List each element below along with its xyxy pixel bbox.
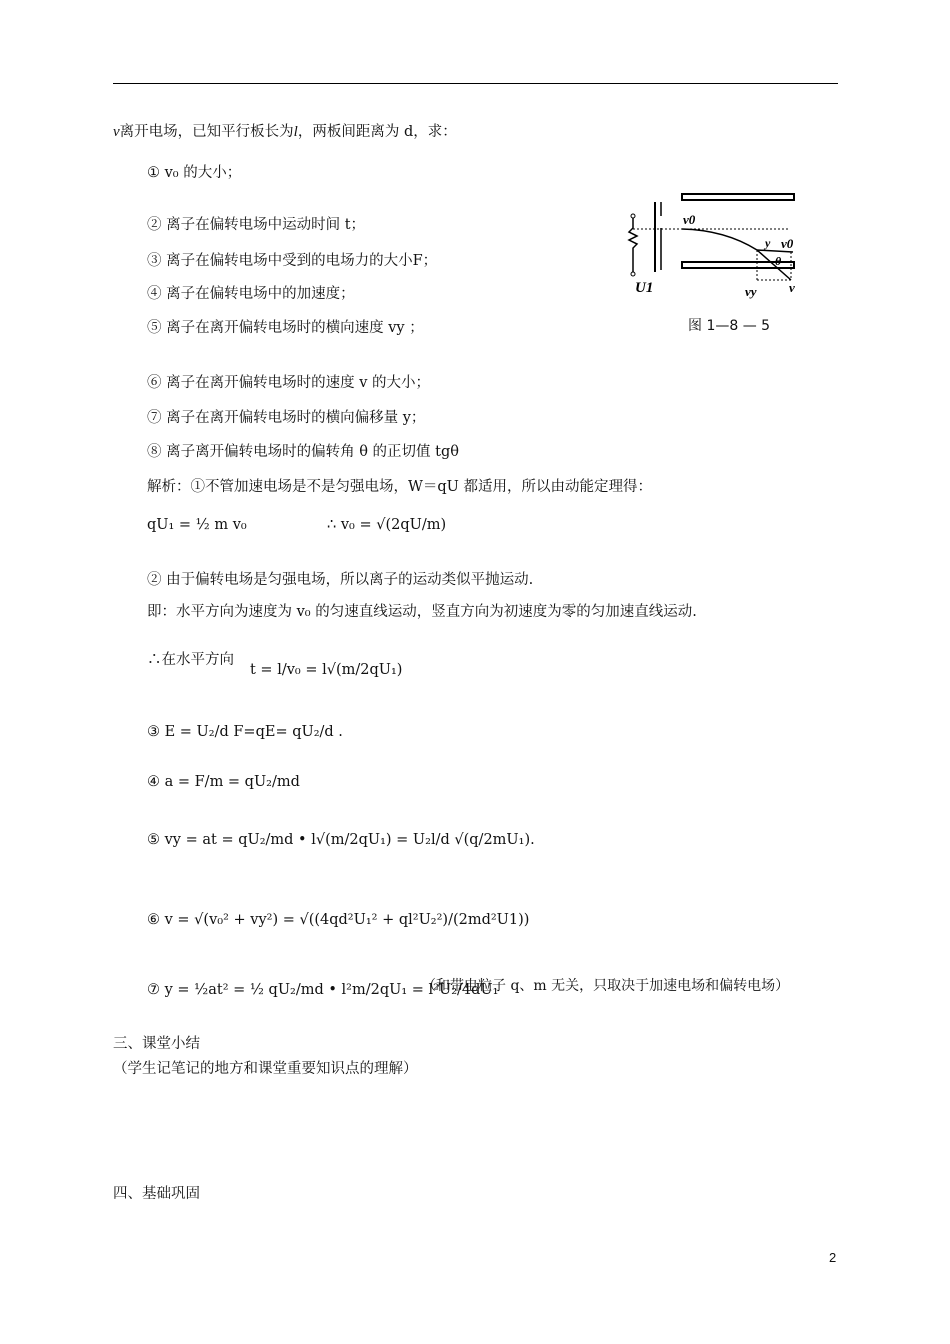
section-3-note: （学生记笔记的地方和课堂重要知识点的理解） — [113, 1061, 418, 1077]
page-number: 2 — [829, 1250, 837, 1265]
question-7: ⑦ 离子在离开偏转电场时的横向偏移量 y； — [147, 410, 426, 426]
figure-caption: 图 1—8 — 5 — [688, 318, 771, 334]
question-1: ① v₀ 的大小； — [147, 165, 242, 181]
horizontal-label: ∴在水平方向 — [147, 652, 234, 668]
solution-step-2: ② 由于偏转电场是匀强电场，所以离子的运动类似平抛运动. — [147, 572, 534, 588]
svg-text:v: v — [789, 280, 795, 295]
section-3-title: 三、课堂小结 — [113, 1036, 200, 1052]
question-2: ② 离子在偏转电场中运动时间 t； — [147, 217, 366, 233]
svg-text:v0: v0 — [683, 212, 696, 227]
equation-1-right: ∴ v₀ = √(2qU/m) — [327, 517, 447, 533]
svg-text:θ: θ — [775, 254, 782, 268]
solution-intro: 解析：①不管加速电场是不是匀强电场，W＝qU 都适用，所以由动能定理得： — [147, 479, 653, 495]
deflection-diagram — [625, 192, 805, 304]
header-rule — [113, 83, 838, 84]
svg-text:v0: v0 — [781, 236, 794, 251]
equation-1-left: qU₁ = ½ m v₀ — [147, 517, 247, 533]
question-3: ③ 离子在偏转电场中受到的电场力的大小F； — [147, 253, 438, 269]
question-6: ⑥ 离子在离开偏转电场时的速度 v 的大小； — [147, 375, 431, 391]
section-4-title: 四、基础巩固 — [113, 1186, 200, 1202]
svg-text:vy: vy — [745, 284, 757, 299]
equation-6: ⑥ v = √(v₀² + vy²) = √((4qd²U₁² + ql²U₂²)/(2md²U1)) — [147, 912, 530, 928]
solution-step-2b: 即：水平方向为速度为 v₀ 的匀速直线运动，竖直方向为初速度为零的匀加速直线运动. — [147, 604, 697, 620]
accelerating-source — [629, 218, 637, 272]
svg-text:U1: U1 — [635, 280, 654, 296]
question-4: ④ 离子在偏转电场中的加速度； — [147, 286, 355, 302]
equation-5: ⑤ vy = at = qU₂/md • l√(m/2qU₁) = U₂l/d √(q/2mU₁). — [147, 832, 535, 848]
svg-text:y: y — [765, 236, 771, 250]
question-5: ⑤ 离子在离开偏转电场时的横向速度 vy ； — [147, 320, 424, 336]
equation-3: ③ E = U₂/d F=qE= qU₂/d . — [147, 724, 343, 740]
equation-7: ⑦ y = ½at² = ½ qU₂/md • l²m/2qU₁ = l²U₂/4dU₁ — [147, 982, 499, 998]
equation-2: t = l/v₀ = l√(m/2qU₁) — [250, 662, 403, 678]
trajectory — [682, 229, 757, 250]
question-8: ⑧ 离子离开偏转电场时的偏转角 θ 的正切值 tgθ — [147, 444, 460, 460]
equation-4: ④ a = F/m = qU₂/md — [147, 774, 300, 790]
intro-line: v离开电场，已知平行板长为l，两板间距离为 d，求： — [113, 124, 457, 140]
upper-plate — [682, 194, 794, 200]
equation-7-note: （和带电粒子 q、m 无关，只取决于加速电场和偏转电场） — [422, 978, 790, 994]
